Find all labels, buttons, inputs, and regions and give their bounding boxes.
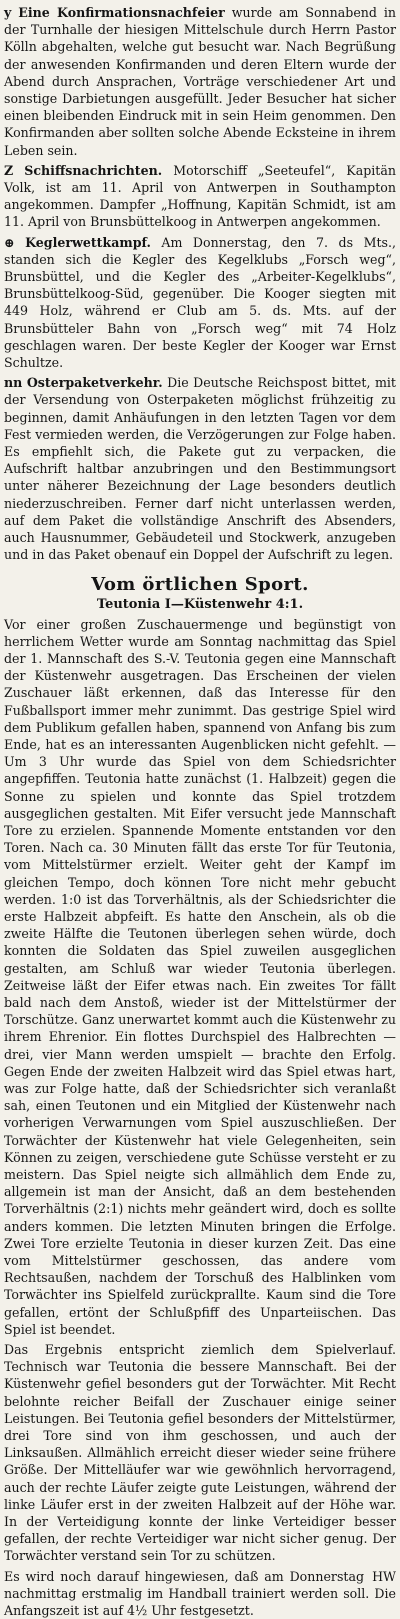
item-marker: ⊕ <box>4 234 15 250</box>
item-marker: nn <box>4 375 23 391</box>
item-headline: Osterpaketverkehr. <box>26 375 163 391</box>
item-headline: Schiffsnachrichten. <box>24 162 163 178</box>
author-signature: HW <box>372 1568 396 1584</box>
item-marker: y <box>4 5 12 20</box>
sport-paragraph: Das Ergebnis entspricht ziemlich dem Spielverlauf. Technisch war Teutonia die bessere Mannschaft. Bei der Küstenwehr gefiel besonders gut der Torwächter. Mit Recht belohnte reicher Beifall der Zuschauer einige seiner Leistungen. Bei Teutonia gefiel besonders der Mittelstürmer, drei Tore sind von ihm geschossen, und auch der Linksaußen. Allmählich erreicht dieser wieder seine frühere Größe. Der Mittelläufer war wie gewöhnlich hervorragend, auch der rechte Läufer zeigte gute Leistungen, während der linke Läufer erst in der zweiten Halbzeit auf der Höhe war. In der Verteidigung konnte der linke Verteidiger besser gefallen, der rechte Verteidiger war nicht sicher genug. Der Torwächter verstand sein Tor zu schützen. <box>4 1342 396 1564</box>
item-text: Die Deutsche Reichspost bittet, mit der Versendung von Osterpaketen möglichst frühzeitig zu beginnen, damit Anhäufungen in den letzten Tagen vor dem Fest vermieden werden, die Verzögerungen zur Folge haben. Es empfiehlt sich, die Pakete gut zu verpacken, die Aufschrift haltbar anzubringen und den Bestimmungsort unter näherer Bezeichnung der Lage besonders deutlich niederzuschreiben. Ferner darf nicht unterlassen werden, auf dem Paket die vollständige Anschrift des Absenders, auch Hausnummer, Gebäudeteil und Stockwerk, anzugeben und in das Paket obenauf ein Doppel der Aufschrift zu legen. <box>4 375 396 563</box>
news-item-easter-parcels <box>4 374 396 563</box>
sport-paragraph <box>4 1568 396 1619</box>
item-headline: Keglerwettkampf. <box>25 234 151 250</box>
match-result-subtitle: Teutonia I—Küstenwehr 4:1. <box>96 596 304 612</box>
news-item-bowling <box>4 234 396 372</box>
sport-paragraph: Vor einer großen Zuschauermenge und begünstigt von herrlichem Wetter wurde am Sonntag nachmittag das Spiel der 1. Mannschaft des S.-V. Teutonia gegen eine Mannschaft der Küstenwehr ausgetragen. Das Erscheinen der vielen Zuschauer läßt erkennen, daß das Interesse für den Fußballsport immer mehr zunimmt. Das gestrige Spiel wird dem Publikum gefallen haben, spannend von Anfang bis zum Ende, hat es an interessanten Augenblicken nicht gefehlt. — Um 3 Uhr wurde das Spiel von dem Schiedsrichter angepfiffen. Teutonia hatte zunächst (1. Halbzeit) gegen die Sonne zu spielen und konnte das Spiel trotzdem ausgeglichen gestalten. Mit Eifer versucht jede Mannschaft Tore zu erzielen. Spannende Momente entstanden vor den Toren. Nach ca. 30 Minuten fällt das erste Tor für Teutonia, vom Mittelstürmer erzielt. Weiter geht der Kampf im gleichen Tempo, doch können Tore nicht mehr gebucht werden. 1:0 ist das Torverhältnis, als der Schiedsrichter die erste Halbzeit abpfeift. Es hatte den Anschein, als ob die zweite Hälfte die Teutonen überlegen sehen würde, doch konnten die Soldaten das Spiel zuweilen ausgeglichen gestalten, am Schluß war wieder Teutonia überlegen. Zeitweise läßt der Eifer etwas nach. Ein zweites Tor fällt bald nach dem Anstoß, wieder ist der Mittelstürmer der Torschütze. Ganz unerwartet kommt auch die Küstenwehr zu ihrem Ehrenior. Ein flottes Durchspiel des Halbrechten — drei, vier Mann werden umspielt — brachte den Erfolg. Gegen Ende der zweiten Halbzeit wird das Spiel etwas hart, was zur Folge hatte, daß der Schiedsrichter sich veranlaßt sah, einen Teutonen und ein Mitglied der Küstenwehr nach vorherigen Verwarnungen vom Spiel auszuschließen. Der Torwächter der Küstenwehr hat viele Gelegenheiten, sein Können zu zeigen, verschiedene gute Schüsse versteht er zu meistern. Das Spiel neigte sich allmählich dem Ende zu, allgemein ist man der Ansicht, daß an dem bestehenden Torverhältnis (2:1) nichts mehr geändert wird, doch es sollte anders kommen. Die letzten Minuten bringen die Erfolge. Zwei Tore erzielte Teutonia in dieser kurzen Zeit. Das eine vom Mittelstürmer geschossen, das andere vom Rechtsaußen, nachdem der Torschuß des Halblinken vom Torwächter ins Spielfeld zurückprallte. Kaum sind die Tore gefallen, ertönt der Schlußpfiff des Unparteiischen. Das Spiel ist beendet. <box>4 616 396 1337</box>
item-text: Am Donnerstag, den 7. ds Mts., standen sich die Kegler des Kegelklubs „Forsch weg“, Brunsbüttel, und die Kegler des „Arbeiter-Kegelklubs“, Brunsbüttelkoog-Süd, gegenüber. Die Kooger siegten mit 449 Holz, während er Club am 5. ds. Mts. auf der Brunsbütteler Bahn von „Forsch weg“ mit 74 Holz geschlagen waren. Der beste Kegler der Kooger war Ernst Schultze. <box>4 234 396 371</box>
news-item-confirmation <box>4 4 396 159</box>
item-text: Motorschiff „Seeteufel“, Kapitän Volk, ist am 11. April von Antwerpen in Southampton angekommen. Dampfer „Hoffnung, Kapitän Schmidt, ist am 11. April von Brunsbüttelkoog in Antwerpen angekommen. <box>4 162 396 230</box>
item-marker: Z <box>4 162 14 178</box>
item-headline: Eine Konfirmationsnachfeier <box>18 5 225 20</box>
item-text: wurde am Sonnabend in der Turnhalle der hiesigen Mittelschule durch Herrn Pastor Kölln abgehalten, welche gut besucht war. Nach Begrüßung der anwesenden Konfirmanden und deren Eltern wurde der Abend durch Ansprachen, Vorträge verschiedener Art und sonstige Darbietungen ausgefüllt. Jeder Besucher hat sicher einen bleibenden Eindruck mit in sein Heim genommen. Den Konfirmanden aber sollten solche Abende Ecksteine in ihrem Leben sein. <box>4 5 396 158</box>
sport-section-title: Vom örtlichen Sport. <box>91 573 309 595</box>
sport-paragraph-text: Es wird noch darauf hingewiesen, daß am Donnerstag nachmittag erstmalig im Handball trainiert werden soll. Die Anfangszeit ist auf 4½ Uhr festgesetzt. <box>4 1568 396 1619</box>
news-item-ships <box>4 162 396 231</box>
